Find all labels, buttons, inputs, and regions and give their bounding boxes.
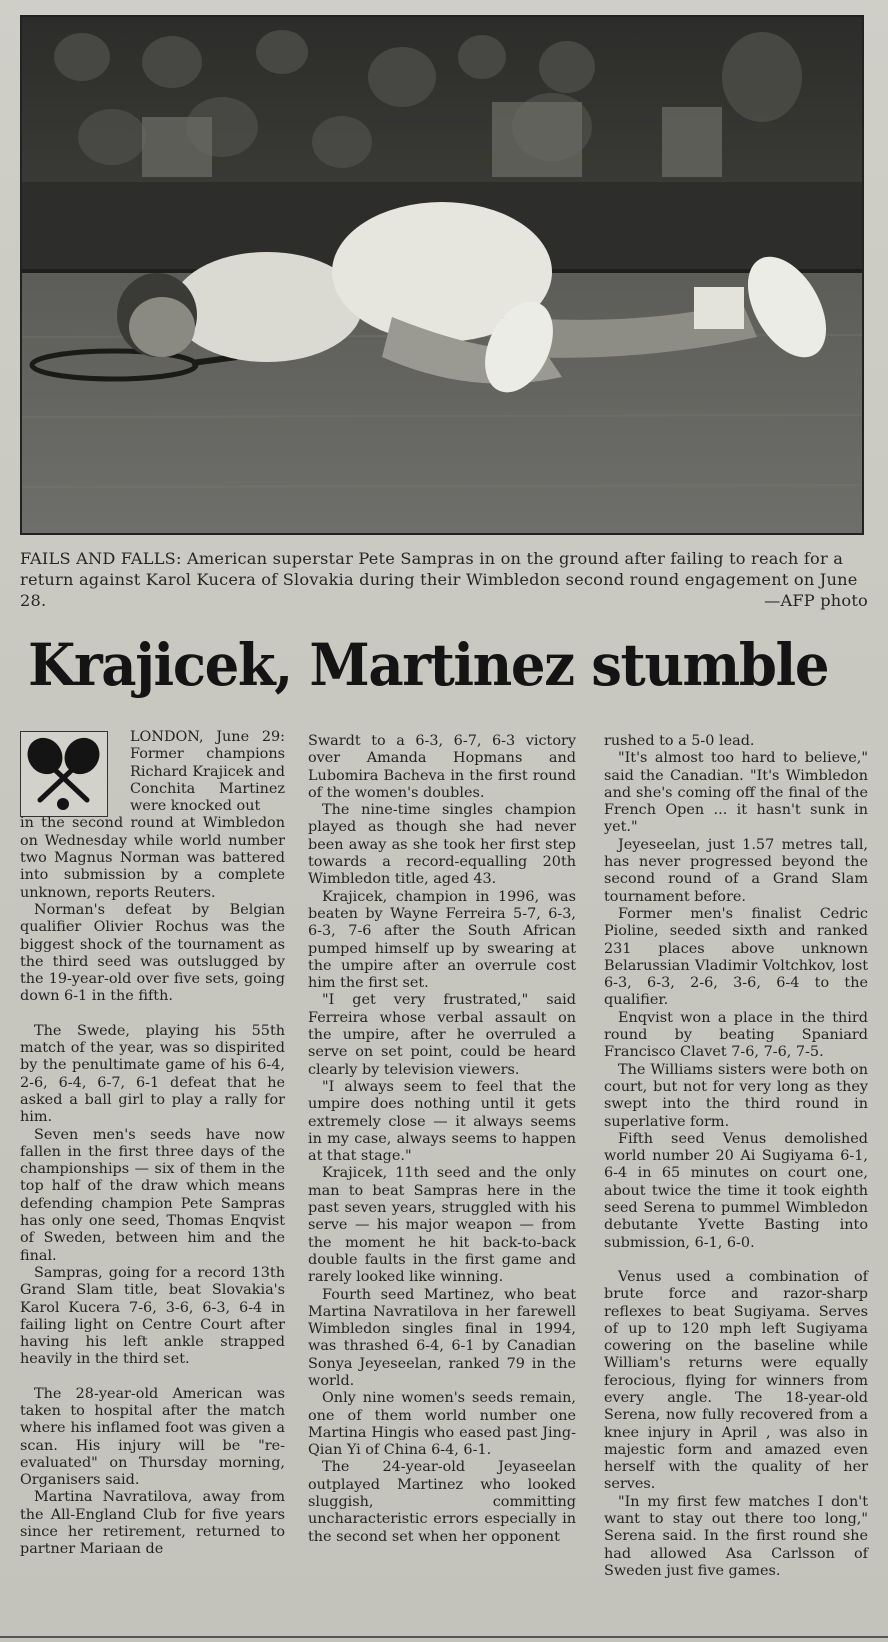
paragraph: Sampras, going for a record 13th Grand Slam title, beat Slovakia's Karol Kucera 7-6, 3-6, 6-3, 6-4 in failing light on Centre Court after having his left ankle strapped heavily in the third set. [20,1264,285,1368]
caption-text: FAILS AND FALLS: American superstar Pete Sampras in on the ground after failing to reach for a return against Karol Kucera of Slovakia during their Wimbledon second round engagement on June 28. [20,549,858,610]
paragraph: Krajicek, champion in 1996, was beaten by Wayne Ferreira 5-7, 6-3, 6-3, 7-6 after the South African pumped himself up by swearing at the umpire after an overrule cost him the first set. [308,888,576,992]
paragraph: Venus used a combination of brute force and razor-sharp reflexes to beat Sugiyama. Serves of up to 120 mph left Sugiyama cowering on the baseline while William's returns were equally ferocious, flying for winners from every angle. The 18-year-old Serena, now fully recovered from a knee injury in April , was also in majestic form and amazed even herself with the quality of her serves. [604,1268,868,1493]
paragraph: "It's almost too hard to believe," said the Canadian. "It's Wimbledon and she's coming off the final of the French Open ... it hasn't sunk in yet." [604,750,868,836]
paragraph: Jeyeseelan, just 1.57 metres tall, has never progressed beyond the second round of a Grand Slam tournament before. [604,836,868,905]
photo-credit: —AFP photo [764,591,868,610]
paragraph: Fourth seed Martinez, who beat Martina Navratilova in her farewell Wimbledon singles final in 1994, was thrashed 6-4, 6-1 by Canadian Sonya Jeyeseelan, ranked 79 in the world. [308,1286,576,1389]
paragraph: The Swede, playing his 55th match of the year, was so dispirited by the penultimate game of his 6-4, 2-6, 6-4, 6-7, 6-1 defeat that he asked a ball girl to play a rally for him. [20,1022,285,1126]
page-bottom-rule [0,1636,888,1638]
tennis-photo-illustration [22,17,862,533]
paragraph: "In my first few matches I don't want to stay out there too long," Serena said. In the first round she had allowed Asa Carlsson of Sweden just five games. [604,1493,868,1579]
paragraph: Martina Navratilova, away from the All-England Club for five years since her retirement, returned to partner Mariaan de [20,1489,285,1558]
photo-caption [20,548,868,611]
paragraph: rushed to a 5-0 lead. [604,733,755,749]
paragraph: The nine-time singles champion played as though she had never been away as she took her first step towards a record-equalling 20th Wimbledon title, aged 43. [308,802,576,888]
paragraph: Norman's defeat by Belgian qualifier Olivier Rochus was the biggest shock of the tournament as the third seed was outslugged by the 19-year-old over five sets, going down 6-1 in the fifth. [20,901,285,1005]
paragraph: The 24-year-old Jeyaseelan outplayed Martinez who looked sluggish, committing uncharacteristic errors especially in the second set when her opponent [308,1459,576,1545]
article-column-1 [20,729,285,1559]
paragraph: in the second round at Wimbledon on Wednesday while world number two Magnus Norman was battered into submission by a complete unknown, reports Reuters. [20,815,285,901]
article-column-3 [604,733,868,1580]
paragraph: "I always seem to feel that the umpire does nothing until it gets extremely close — it always seems in my case, always seems to happen at that stage." [308,1078,576,1165]
paragraph: LONDON, June 29: Former champions Richard Krajicek and Conchita Martinez were knocked out [130,729,285,815]
paragraph: Former men's finalist Cedric Pioline, seeded sixth and ranked 231 places above unknown Belarussian Vladimir Voltchkov, lost 6-3, 6-3, 2-6, 3-6, 6-4 to the qualifier. [604,905,868,1009]
paragraph: The Williams sisters were both on court, but not for very long as they swept into the third round in superlative form. [604,1061,868,1130]
paragraph: The 28-year-old American was taken to hospital after the match where his inflamed foot was given a scan. His injury will be "re-evaluated" on Thursday morning, Organisers said. [20,1385,285,1489]
news-photo [20,15,864,535]
paragraph: Only nine women's seeds remain, one of them world number one Martina Hingis who eased past Jing-Qian Yi of China 6-4, 6-1. [308,1390,576,1459]
article-column-2 [308,733,576,1546]
article-headline: Krajicek, Martinez stumble [28,631,829,699]
paragraph: Swardt to a 6-3, 6-7, 6-3 victory over Amanda Hopmans and Lubomira Bacheva in the first round of the women's doubles. [308,733,576,801]
paragraph: Krajicek, 11th seed and the only man to beat Sampras here in the past seven years, struggled with his serve — his major weapon — from the moment he hit back-to-back double faults in the first game and rarely looked like winning. [308,1165,576,1286]
paragraph: Fifth seed Venus demolished world number 20 Ai Sugiyama 6-1, 6-4 in 65 minutes on court one, about twice the time it took eighth seed Serena to pummel Wimbledon debutante Yvette Basting into submission, 6-1, 6-0. [604,1130,868,1251]
paragraph: Enqvist won a place in the third round by beating Spaniard Francisco Clavet 7-6, 7-6, 7-5. [604,1009,868,1061]
paragraph: Seven men's seeds have now fallen in the first three days of the championships — six of them in the top half of the draw which means defending champion Pete Sampras has only one seed, Thomas Enqvist of Sweden, between him and the final. [20,1126,285,1264]
paragraph: "I get very frustrated," said Ferreira whose verbal assault on the umpire, after he overruled a serve on set point, could be heard clearly by television viewers. [308,992,576,1078]
